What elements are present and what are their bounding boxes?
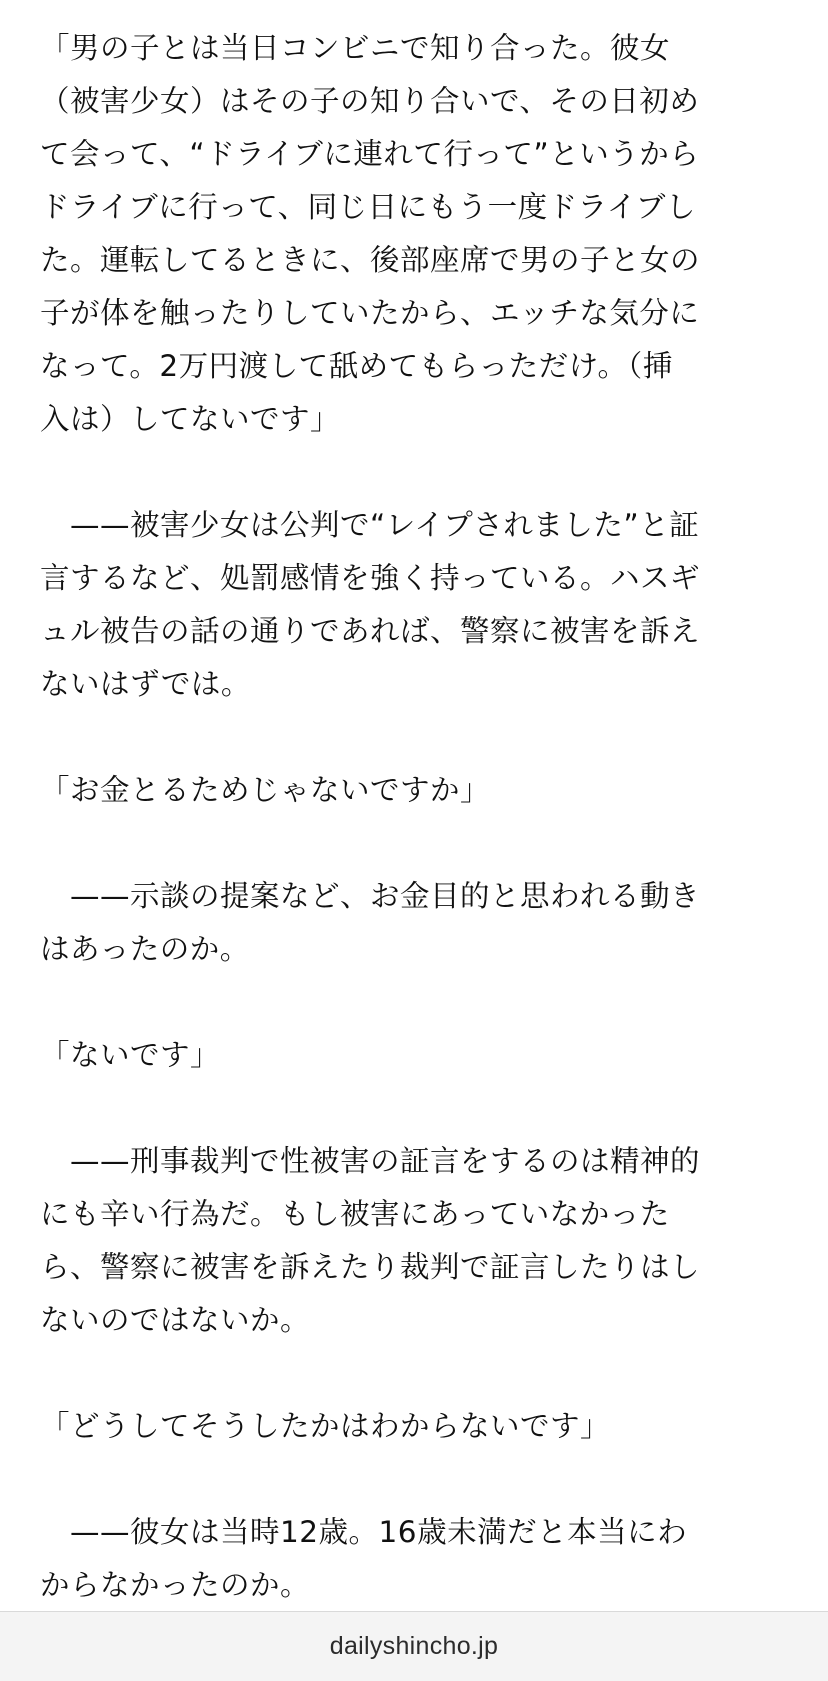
- paragraph-line: た。運転してるときに、後部座席で男の子と女の: [40, 243, 701, 277]
- paragraph-line: ュル被告の話の通りであれば、警察に被害を訴え: [40, 614, 701, 648]
- paragraph-line: 「お金とるためじゃないですか」: [40, 773, 491, 807]
- paragraph-line: にも辛い行為だ。もし被害にあっていなかった: [40, 1197, 670, 1231]
- paragraph-line: ないのではないか。: [40, 1303, 311, 1337]
- paragraph-gap: [40, 976, 788, 1029]
- paragraph-line: ——被害少女は公判で“レイプされました”と証: [40, 508, 700, 542]
- paragraph-gap: [40, 711, 788, 764]
- paragraph-line: 「男の子とは当日コンビニで知り合った。彼女: [40, 31, 671, 65]
- paragraph-line: ——彼女は当時12歳。16歳未満だと本当にわ: [40, 1515, 688, 1549]
- paragraph-line: 「ないです」: [40, 1038, 221, 1072]
- paragraph-gap: [40, 446, 788, 499]
- paragraph-line: はあったのか。: [40, 932, 250, 966]
- paragraph-line: なって。2万円渡して舐めてもらっただけ。（挿: [40, 349, 673, 383]
- article-paragraph: [40, 1506, 788, 1611]
- article-paragraph: [40, 764, 788, 817]
- article-paragraph: [40, 1135, 788, 1347]
- paragraph-line: ないはずでは。: [40, 667, 251, 701]
- paragraph-gap: [40, 1453, 788, 1506]
- article-paragraph: [40, 499, 788, 711]
- paragraph-line: （被害少女）はその子の知り合いで、その日初め: [40, 84, 700, 118]
- article-paragraph: [40, 870, 788, 976]
- paragraph-gap: [40, 817, 788, 870]
- site-footer-bar: [0, 1611, 828, 1681]
- paragraph-line: 言するなど、処罰感情を強く持っている。ハスギ: [40, 561, 701, 595]
- article-paragraph: [40, 1400, 788, 1453]
- paragraph-line: からなかったのか。: [40, 1568, 311, 1602]
- paragraph-line: ドライブに行って、同じ日にもう一度ドライブし: [40, 190, 696, 224]
- article-paragraph: [40, 22, 788, 446]
- paragraph-line: ら、警察に被害を訴えたり裁判で証言したりはし: [40, 1250, 701, 1284]
- paragraph-line: ——刑事裁判で性被害の証言をするのは精神的: [40, 1144, 701, 1178]
- article-paragraph: [40, 1029, 788, 1082]
- site-domain-link[interactable]: dailyshincho.jp: [329, 1632, 499, 1660]
- paragraph-line: て会って、“ドライブに連れて行って”というから: [40, 137, 700, 171]
- paragraph-gap: [40, 1082, 788, 1135]
- paragraph-line: ——示談の提案など、お金目的と思われる動き: [40, 879, 701, 913]
- paragraph-line: 入は）してないです」: [40, 402, 341, 436]
- paragraph-line: 子が体を触ったりしていたから、エッチな気分に: [40, 296, 700, 330]
- paragraph-gap: [40, 1347, 788, 1400]
- paragraph-line: 「どうしてそうしたかはわからないです」: [40, 1409, 611, 1443]
